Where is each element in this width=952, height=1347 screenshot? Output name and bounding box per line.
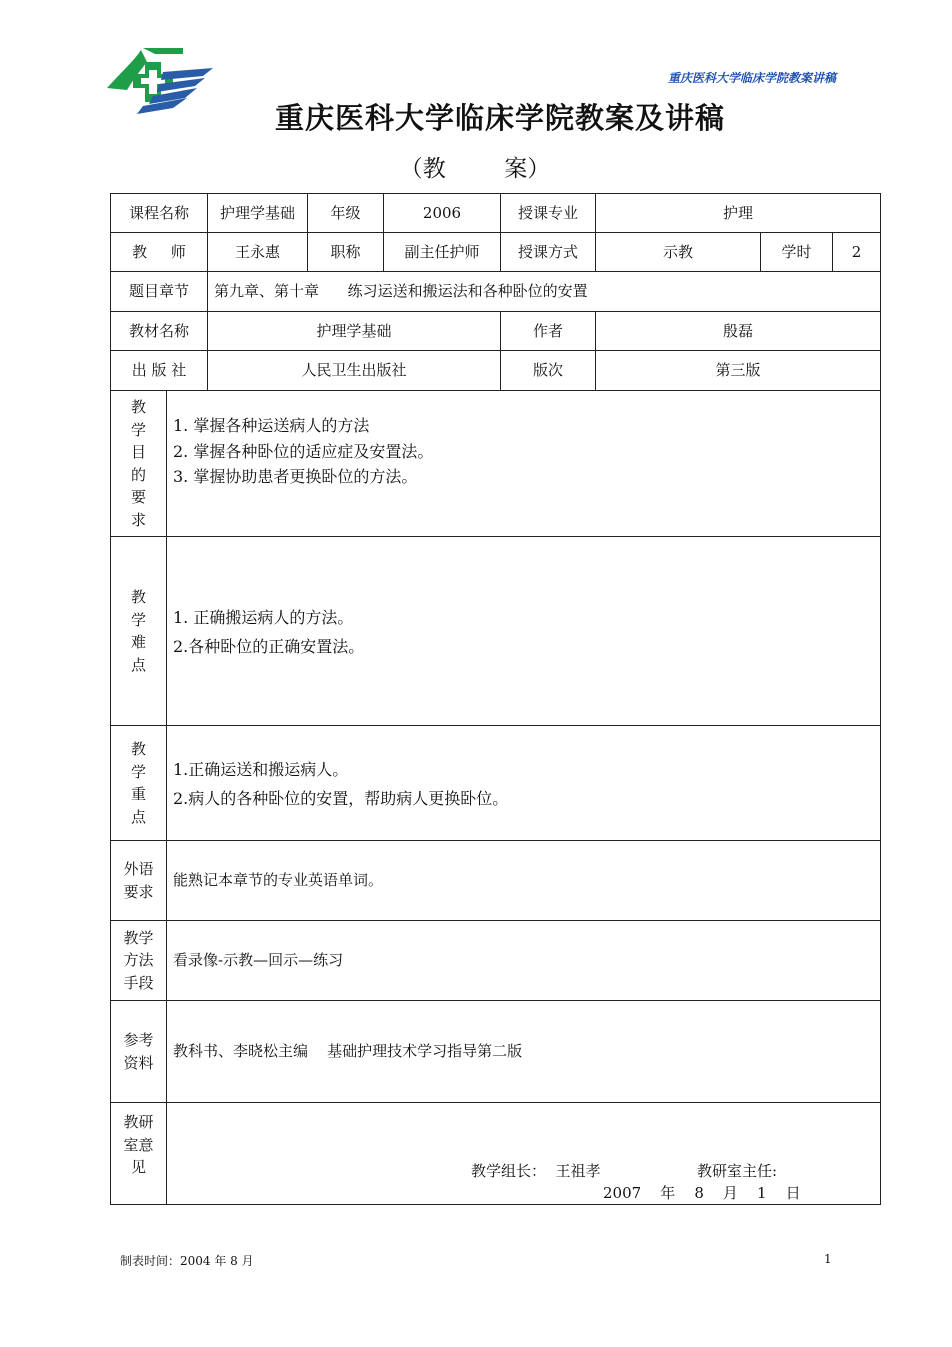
list-item: 1. 正确搬运病人的方法。 xyxy=(173,608,354,628)
methods-value: 看录像-示教—回示—练习 xyxy=(167,921,881,1001)
methods-label: 教学方法手段 xyxy=(111,921,167,1001)
lesson-plan-table xyxy=(110,193,881,1205)
objectives-label: 教学目的要求 xyxy=(111,391,167,537)
table-row xyxy=(111,194,881,233)
signature-date: 2007 年 8 月 1 日 xyxy=(603,1184,801,1202)
department-director: 教研室主任: xyxy=(697,1162,778,1180)
header-tag: 重庆医科大学临床学院教案讲稿 xyxy=(667,71,836,85)
job-title-label: 职称 xyxy=(308,233,384,272)
table-row xyxy=(111,233,881,272)
course-name-label: 课程名称 xyxy=(111,194,208,233)
table-row xyxy=(111,921,881,1001)
table-row xyxy=(111,841,881,921)
publisher-value: 人民卫生出版社 xyxy=(208,351,501,391)
foreign-language-label: 外语要求 xyxy=(111,841,167,921)
course-name-value: 护理学基础 xyxy=(208,194,308,233)
dept-opinion-label: 教研室意见 xyxy=(111,1103,167,1205)
difficulties-label: 教学难点 xyxy=(111,537,167,726)
table-row xyxy=(111,312,881,351)
list-item: 2.病人的各种卧位的安置，帮助病人更换卧位。 xyxy=(173,789,509,809)
hours-label: 学时 xyxy=(761,233,833,272)
difficulties-list xyxy=(167,537,881,726)
textbook-value: 护理学基础 xyxy=(208,312,501,351)
teacher-label: 教 师 xyxy=(111,233,208,272)
page-title: 重庆医科大学临床学院教案及讲稿 xyxy=(274,101,725,135)
hours-value: 2 xyxy=(833,233,881,272)
group-leader: 教学组长： 王祖孝 xyxy=(471,1162,601,1180)
table-row xyxy=(111,537,881,726)
list-item: 3. 掌握协助患者更换卧位的方法。 xyxy=(173,467,418,487)
form-made-time: 制表时间：2004 年 8 月 xyxy=(120,1254,254,1268)
table-row xyxy=(111,726,881,841)
job-title-value: 副主任护师 xyxy=(384,233,501,272)
key-points-label: 教学重点 xyxy=(111,726,167,841)
page-number: 1 xyxy=(824,1252,832,1266)
edition-value: 第三版 xyxy=(596,351,881,391)
textbook-label: 教材名称 xyxy=(111,312,208,351)
chapter-value: 第九章、第十章 练习运送和搬运法和各种卧位的安置 xyxy=(208,272,881,312)
publisher-label: 出 版 社 xyxy=(111,351,208,391)
major-value: 护理 xyxy=(596,194,881,233)
author-value: 殷磊 xyxy=(596,312,881,351)
foreign-language-value: 能熟记本章节的专业英语单词。 xyxy=(167,841,881,921)
edition-label: 版次 xyxy=(501,351,596,391)
references-label: 参考资料 xyxy=(111,1001,167,1103)
college-logo xyxy=(103,42,215,120)
table-row xyxy=(111,1001,881,1103)
grade-label: 年级 xyxy=(308,194,384,233)
objectives-list xyxy=(167,391,881,537)
list-item: 2.各种卧位的正确安置法。 xyxy=(173,637,365,657)
list-item: 1. 掌握各种运送病人的方法 xyxy=(173,416,370,435)
key-points-list xyxy=(167,726,881,841)
list-item: 1.正确运送和搬运病人。 xyxy=(173,760,349,780)
major-label: 授课专业 xyxy=(501,194,596,233)
references-value: 教科书、李晓松主编 基础护理技术学习指导第二版 xyxy=(167,1001,881,1103)
teacher-value: 王永惠 xyxy=(208,233,308,272)
chapter-label: 题目章节 xyxy=(111,272,208,312)
dept-opinion-cell xyxy=(167,1103,881,1205)
author-label: 作者 xyxy=(501,312,596,351)
table-row xyxy=(111,391,881,537)
page-subtitle: （教 案） xyxy=(399,156,551,182)
teaching-mode-value: 示教 xyxy=(596,233,761,272)
table-row xyxy=(111,272,881,312)
list-item: 2. 掌握各种卧位的适应症及安置法。 xyxy=(173,441,434,461)
table-row xyxy=(111,1103,881,1205)
table-row xyxy=(111,351,881,391)
teaching-mode-label: 授课方式 xyxy=(501,233,596,272)
grade-value: 2006 xyxy=(384,194,501,233)
